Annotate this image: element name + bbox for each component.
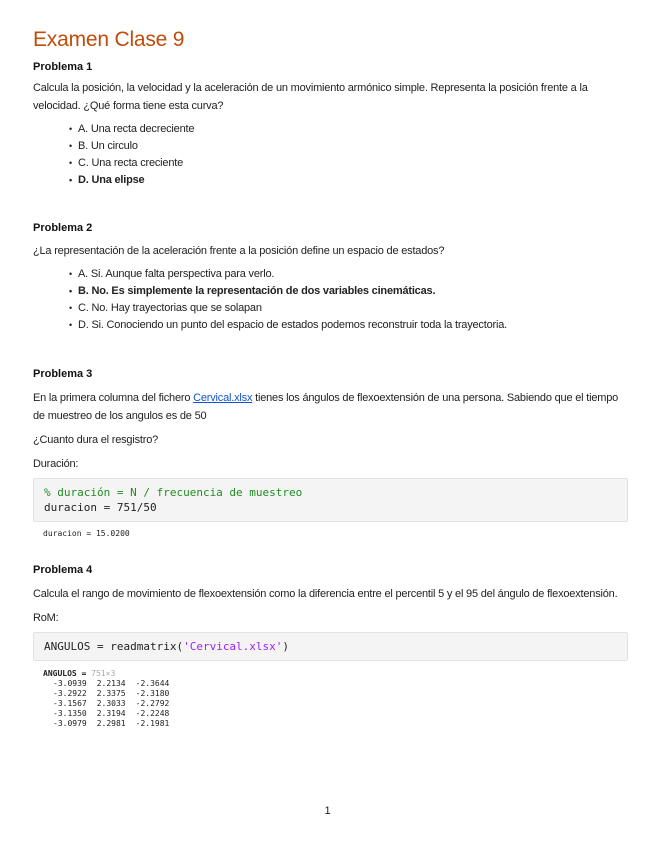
problem-3-heading: Problema 3 bbox=[33, 368, 93, 380]
document-title: Examen Clase 9 bbox=[33, 28, 185, 51]
matrix-output bbox=[53, 679, 179, 729]
option-a: • A. Una recta decreciente bbox=[33, 121, 628, 138]
problem-3-label: Duración: bbox=[33, 458, 79, 470]
problem-1-options bbox=[33, 121, 628, 189]
code-prefix: ANGULOS = readmatrix( bbox=[44, 640, 184, 653]
page-number: 1 bbox=[324, 805, 331, 817]
code-output: duracion = 15.0200 bbox=[43, 529, 130, 538]
code-block[interactable] bbox=[33, 478, 628, 522]
code-block[interactable] bbox=[33, 632, 628, 661]
problem-1-text: Calcula la posición, la velocidad y la aceleración de un movimiento armónico simple. Representa la posición frente a la velocidad. ¿Qué forma tiene esta curva? bbox=[33, 82, 588, 112]
code-comment: % duración = N / frecuencia de muestreo bbox=[44, 486, 303, 499]
code-string: 'Cervical.xlsx' bbox=[183, 640, 283, 653]
table-row: -3.2922 2.3375 -2.3180 bbox=[53, 689, 170, 698]
problem-4-label: RoM: bbox=[33, 612, 59, 624]
table-row: -3.0979 2.2981 -2.1981 bbox=[53, 719, 170, 728]
problem-2-text: ¿La representación de la aceleración frente a la posición define un espacio de estados? bbox=[33, 245, 445, 257]
problem-3-question: ¿Cuanto dura el resgistro? bbox=[33, 434, 159, 446]
option-b: • B. Un circulo bbox=[33, 138, 628, 155]
option-d: • D. Una elipse bbox=[33, 172, 628, 189]
document-page bbox=[33, 28, 628, 729]
problem-4-text: Calcula el rango de movimiento de flexoextensión como la diferencia entre el percentil 5 y el 95 del ángulo de flexoextensión. bbox=[33, 588, 618, 600]
output-dims: 751×3 bbox=[91, 669, 116, 678]
option-b: • B. No. Es simplemente la representación de dos variables cinemáticas. bbox=[33, 283, 628, 300]
option-a: • A. Si. Aunque falta perspectiva para verlo. bbox=[33, 266, 628, 283]
option-c: • C. No. Hay trayectorias que se solapan bbox=[33, 300, 628, 317]
code-line: duracion = 751/50 bbox=[44, 501, 157, 514]
code-suffix: ) bbox=[282, 640, 290, 653]
option-c: • C. Una recta creciente bbox=[33, 155, 628, 172]
problem-1-heading: Problema 1 bbox=[33, 61, 93, 73]
table-row: -3.0939 2.2134 -2.3644 bbox=[53, 679, 170, 688]
output-var: ANGULOS = bbox=[43, 669, 92, 678]
option-d: • D. Si. Conociendo un punto del espacio de estados podemos reconstruir toda la trayectoria. bbox=[33, 317, 628, 334]
cervical-file-link[interactable]: Cervical.xlsx bbox=[193, 392, 253, 404]
problem-4-heading: Problema 4 bbox=[33, 564, 93, 576]
matrix-output-header bbox=[43, 669, 628, 679]
table-row: -3.1350 2.3194 -2.2248 bbox=[53, 709, 170, 718]
table-row: -3.1567 2.3033 -2.2792 bbox=[53, 699, 170, 708]
problem-2-heading: Problema 2 bbox=[33, 222, 93, 234]
problem-2-options bbox=[33, 266, 628, 334]
problem-3-text: En la primera columna del fichero Cervical.xlsx tienes los ángulos de flexoextensión de una persona. Sabiendo que el tiempo de muestreo de los angulos es de 50 bbox=[33, 392, 619, 422]
